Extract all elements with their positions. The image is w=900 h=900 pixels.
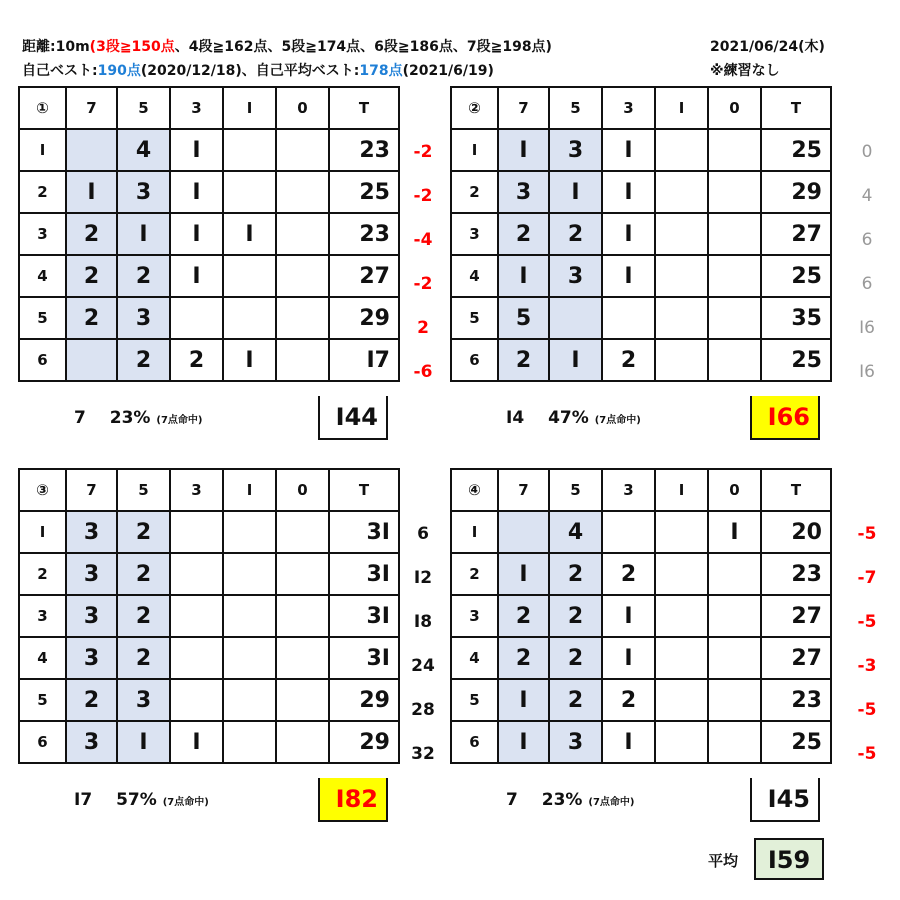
count-cell xyxy=(170,297,223,339)
count-cell: I xyxy=(498,721,549,763)
table-row xyxy=(19,511,399,553)
end-total: 29 xyxy=(329,721,399,763)
end-number: 6 xyxy=(451,721,498,763)
end-number: 2 xyxy=(451,171,498,213)
count-cell xyxy=(223,129,276,171)
table-header-row xyxy=(451,87,831,129)
count-cell: I xyxy=(170,721,223,763)
best-line xyxy=(22,60,494,80)
count-cell: 3 xyxy=(549,129,602,171)
count-cell: 2 xyxy=(602,339,655,381)
count-cell xyxy=(708,171,761,213)
hit-note: (7点命中) xyxy=(162,797,209,808)
column-header: I xyxy=(223,87,276,129)
score-table-4 xyxy=(450,468,832,764)
count-cell: 3 xyxy=(66,721,117,763)
side-note: -5 xyxy=(857,524,877,544)
table-row xyxy=(19,637,399,679)
count-cell: 2 xyxy=(117,595,170,637)
side-note: 32 xyxy=(411,744,435,764)
count-cell xyxy=(708,129,761,171)
count-cell: I xyxy=(498,679,549,721)
end-total: 25 xyxy=(761,255,831,297)
side-note: -2 xyxy=(413,142,433,162)
count-cell xyxy=(655,511,708,553)
end-number: 4 xyxy=(19,255,66,297)
count-cell: 2 xyxy=(66,213,117,255)
column-header: T xyxy=(761,87,831,129)
count-cell: I xyxy=(602,637,655,679)
count-cell xyxy=(655,679,708,721)
count-cell: I xyxy=(170,255,223,297)
count-cell: 2 xyxy=(117,339,170,381)
count-cell: 2 xyxy=(602,553,655,595)
count-cell xyxy=(708,255,761,297)
round-label: ④ xyxy=(451,469,498,511)
end-total: 3I xyxy=(329,595,399,637)
count-cell xyxy=(223,721,276,763)
count-cell: 2 xyxy=(549,595,602,637)
hit-percent: 47% xyxy=(542,408,595,428)
count-cell: 3 xyxy=(66,511,117,553)
count-cell: 4 xyxy=(549,511,602,553)
count-cell xyxy=(170,511,223,553)
hit-note: (7点命中) xyxy=(588,797,635,808)
round-total: I45 xyxy=(750,778,820,822)
column-header: 5 xyxy=(117,87,170,129)
hit-count: I4 xyxy=(506,408,525,428)
hit-percent: 57% xyxy=(110,790,163,810)
count-cell: I xyxy=(498,553,549,595)
average-value: I59 xyxy=(754,838,824,880)
count-cell: 4 xyxy=(117,129,170,171)
hit-note: (7点命中) xyxy=(594,415,641,426)
end-number: I xyxy=(451,129,498,171)
count-cell: 2 xyxy=(117,255,170,297)
count-cell xyxy=(708,339,761,381)
table-header-row xyxy=(451,469,831,511)
column-header: 7 xyxy=(66,87,117,129)
column-header: 7 xyxy=(498,469,549,511)
count-cell xyxy=(655,637,708,679)
count-cell: 2 xyxy=(66,255,117,297)
column-header: 0 xyxy=(708,87,761,129)
count-cell: 2 xyxy=(549,679,602,721)
end-total: 3I xyxy=(329,637,399,679)
column-header: 5 xyxy=(117,469,170,511)
column-header: 5 xyxy=(549,469,602,511)
end-number: 6 xyxy=(19,339,66,381)
hit-count: 7 xyxy=(506,790,518,810)
count-cell xyxy=(602,511,655,553)
count-cell xyxy=(66,129,117,171)
column-header: 5 xyxy=(549,87,602,129)
end-number: I xyxy=(451,511,498,553)
hit-summary xyxy=(74,408,202,428)
count-cell xyxy=(655,255,708,297)
column-header: T xyxy=(329,469,399,511)
count-cell xyxy=(66,339,117,381)
end-number: 6 xyxy=(451,339,498,381)
count-cell xyxy=(498,511,549,553)
round-label: ③ xyxy=(19,469,66,511)
end-number: 2 xyxy=(19,553,66,595)
side-note: 6 xyxy=(861,230,873,250)
count-cell: I xyxy=(170,129,223,171)
column-header: 3 xyxy=(170,87,223,129)
count-cell: 3 xyxy=(549,255,602,297)
count-cell xyxy=(276,637,329,679)
count-cell xyxy=(602,297,655,339)
count-cell: 2 xyxy=(117,553,170,595)
end-number: I xyxy=(19,511,66,553)
count-cell xyxy=(655,339,708,381)
count-cell: I xyxy=(170,171,223,213)
table-row xyxy=(19,595,399,637)
end-total: 23 xyxy=(329,213,399,255)
count-cell xyxy=(276,553,329,595)
round-total: I66 xyxy=(750,396,820,440)
end-total: 25 xyxy=(761,129,831,171)
end-total: 23 xyxy=(329,129,399,171)
count-cell: I xyxy=(498,255,549,297)
side-note: -2 xyxy=(413,186,433,206)
end-total: 23 xyxy=(761,679,831,721)
count-cell xyxy=(223,171,276,213)
side-note: 28 xyxy=(411,700,435,720)
column-header: 0 xyxy=(708,469,761,511)
end-total: 27 xyxy=(329,255,399,297)
count-cell xyxy=(655,213,708,255)
count-cell: I xyxy=(602,721,655,763)
count-cell: 2 xyxy=(602,679,655,721)
count-cell xyxy=(223,255,276,297)
table-header-row xyxy=(19,469,399,511)
table-row xyxy=(19,171,399,213)
count-cell xyxy=(276,297,329,339)
best-score: 190点 xyxy=(97,63,141,79)
count-cell xyxy=(170,595,223,637)
end-number: 3 xyxy=(451,595,498,637)
best-mid: (2020/12/18)、自己平均ベスト: xyxy=(140,63,360,79)
count-cell xyxy=(276,679,329,721)
end-number: 3 xyxy=(19,595,66,637)
hit-summary xyxy=(506,408,641,428)
count-cell xyxy=(223,297,276,339)
column-header: 0 xyxy=(276,469,329,511)
count-cell xyxy=(223,553,276,595)
hit-note: (7点命中) xyxy=(156,415,203,426)
round-label: ② xyxy=(451,87,498,129)
side-note: 6 xyxy=(417,524,429,544)
side-note: 4 xyxy=(861,186,873,206)
count-cell xyxy=(708,553,761,595)
end-total: 23 xyxy=(761,553,831,595)
side-note: -5 xyxy=(857,744,877,764)
count-cell xyxy=(276,213,329,255)
count-cell xyxy=(655,171,708,213)
count-cell: 2 xyxy=(549,213,602,255)
count-cell: I xyxy=(223,339,276,381)
table-row xyxy=(19,721,399,763)
count-cell: 3 xyxy=(498,171,549,213)
column-header: I xyxy=(655,469,708,511)
side-note: -2 xyxy=(413,274,433,294)
end-number: I xyxy=(19,129,66,171)
end-total: I7 xyxy=(329,339,399,381)
hit-summary xyxy=(506,790,634,810)
count-cell xyxy=(170,637,223,679)
count-cell: I xyxy=(117,721,170,763)
column-header: 0 xyxy=(276,87,329,129)
count-cell xyxy=(276,171,329,213)
count-cell: 2 xyxy=(549,553,602,595)
count-cell: 2 xyxy=(498,595,549,637)
hit-percent: 23% xyxy=(535,790,589,810)
table-row xyxy=(451,297,831,339)
end-number: 4 xyxy=(19,637,66,679)
side-note: -4 xyxy=(413,230,433,250)
count-cell: 2 xyxy=(117,637,170,679)
count-cell: 2 xyxy=(66,297,117,339)
count-cell: I xyxy=(117,213,170,255)
end-number: 5 xyxy=(451,297,498,339)
column-header: 3 xyxy=(602,87,655,129)
hit-percent: 23% xyxy=(103,408,157,428)
table-header-row xyxy=(19,87,399,129)
side-note: 6 xyxy=(861,274,873,294)
side-note: I8 xyxy=(413,612,433,632)
count-cell xyxy=(223,637,276,679)
rule-rest: 、4段≧162点、5段≧174点、6段≧186点、7段≧198点) xyxy=(174,39,552,55)
count-cell: I xyxy=(602,171,655,213)
count-cell: 3 xyxy=(117,679,170,721)
column-header: 7 xyxy=(66,469,117,511)
end-total: 25 xyxy=(329,171,399,213)
count-cell: I xyxy=(602,595,655,637)
column-header: T xyxy=(761,469,831,511)
count-cell xyxy=(655,595,708,637)
count-cell xyxy=(655,553,708,595)
end-number: 3 xyxy=(19,213,66,255)
count-cell xyxy=(708,721,761,763)
column-header: 3 xyxy=(602,469,655,511)
end-number: 4 xyxy=(451,637,498,679)
count-cell: 3 xyxy=(549,721,602,763)
best-avg-date: (2021/6/19) xyxy=(402,63,494,79)
table-row xyxy=(19,129,399,171)
end-total: 27 xyxy=(761,637,831,679)
side-note: 2 xyxy=(417,318,429,338)
end-number: 6 xyxy=(19,721,66,763)
end-number: 5 xyxy=(451,679,498,721)
count-cell: 3 xyxy=(117,171,170,213)
count-cell xyxy=(655,297,708,339)
count-cell: 2 xyxy=(66,679,117,721)
side-note: -3 xyxy=(857,656,877,676)
count-cell xyxy=(276,339,329,381)
count-cell xyxy=(708,595,761,637)
table-row xyxy=(451,171,831,213)
side-note: -7 xyxy=(857,568,877,588)
hit-count: 7 xyxy=(74,408,86,428)
count-cell xyxy=(708,213,761,255)
count-cell: 2 xyxy=(170,339,223,381)
round-label: ① xyxy=(19,87,66,129)
count-cell xyxy=(276,255,329,297)
count-cell xyxy=(708,679,761,721)
note-label: ※練習なし xyxy=(710,63,780,79)
side-note: I6 xyxy=(859,318,875,338)
count-cell: 3 xyxy=(66,553,117,595)
table-row xyxy=(451,213,831,255)
count-cell: 2 xyxy=(498,213,549,255)
table-row xyxy=(451,637,831,679)
count-cell xyxy=(708,297,761,339)
date-label: 2021/06/24(木) xyxy=(710,39,825,55)
end-total: 3I xyxy=(329,553,399,595)
end-number: 5 xyxy=(19,297,66,339)
count-cell: 2 xyxy=(549,637,602,679)
count-cell xyxy=(223,679,276,721)
side-note: I2 xyxy=(413,568,433,588)
end-total: 29 xyxy=(329,679,399,721)
count-cell xyxy=(276,595,329,637)
table-row xyxy=(19,255,399,297)
side-note: 0 xyxy=(861,142,873,162)
column-header: 3 xyxy=(170,469,223,511)
average-label: 平均 xyxy=(708,852,739,870)
count-cell: I xyxy=(66,171,117,213)
end-total: 20 xyxy=(761,511,831,553)
hit-summary xyxy=(74,790,209,810)
end-total: 25 xyxy=(761,721,831,763)
table-row xyxy=(451,511,831,553)
count-cell: I xyxy=(708,511,761,553)
distance-label: 距離:10m xyxy=(22,39,90,55)
count-cell: 3 xyxy=(66,637,117,679)
count-cell: I xyxy=(549,171,602,213)
count-cell: I xyxy=(602,255,655,297)
table-row xyxy=(451,129,831,171)
count-cell xyxy=(223,595,276,637)
end-number: 3 xyxy=(451,213,498,255)
round-total: I82 xyxy=(318,778,388,822)
hit-count: I7 xyxy=(74,790,93,810)
count-cell xyxy=(170,553,223,595)
count-cell: I xyxy=(549,339,602,381)
end-number: 2 xyxy=(451,553,498,595)
count-cell: 3 xyxy=(66,595,117,637)
table-row xyxy=(451,553,831,595)
rule-line xyxy=(22,36,552,56)
side-note: 24 xyxy=(411,656,435,676)
score-table-1 xyxy=(18,86,400,382)
best-prefix: 自己ベスト: xyxy=(22,63,98,79)
count-cell xyxy=(223,511,276,553)
column-header: 7 xyxy=(498,87,549,129)
count-cell xyxy=(276,721,329,763)
end-total: 29 xyxy=(329,297,399,339)
count-cell: 2 xyxy=(498,339,549,381)
side-note: -5 xyxy=(857,700,877,720)
count-cell xyxy=(276,511,329,553)
count-cell xyxy=(549,297,602,339)
score-table-2 xyxy=(450,86,832,382)
end-total: 27 xyxy=(761,213,831,255)
best-avg: 178点 xyxy=(359,63,403,79)
end-number: 2 xyxy=(19,171,66,213)
count-cell: I xyxy=(498,129,549,171)
count-cell xyxy=(655,129,708,171)
side-note: -5 xyxy=(857,612,877,632)
end-number: 4 xyxy=(451,255,498,297)
table-row xyxy=(451,679,831,721)
rule-open: ( xyxy=(89,39,97,55)
count-cell xyxy=(708,637,761,679)
count-cell: I xyxy=(223,213,276,255)
table-row xyxy=(19,297,399,339)
table-row xyxy=(19,213,399,255)
round-total: I44 xyxy=(318,396,388,440)
table-row xyxy=(451,721,831,763)
end-total: 35 xyxy=(761,297,831,339)
count-cell: 5 xyxy=(498,297,549,339)
table-row xyxy=(19,679,399,721)
count-cell: 2 xyxy=(498,637,549,679)
table-row xyxy=(19,553,399,595)
column-header: T xyxy=(329,87,399,129)
table-row xyxy=(451,255,831,297)
count-cell: I xyxy=(602,213,655,255)
end-total: 3I xyxy=(329,511,399,553)
count-cell: 2 xyxy=(117,511,170,553)
end-number: 5 xyxy=(19,679,66,721)
score-table-3 xyxy=(18,468,400,764)
column-header: I xyxy=(223,469,276,511)
column-header: I xyxy=(655,87,708,129)
end-total: 25 xyxy=(761,339,831,381)
side-note: I6 xyxy=(859,362,875,382)
count-cell xyxy=(170,679,223,721)
count-cell xyxy=(276,129,329,171)
count-cell: 3 xyxy=(117,297,170,339)
table-row xyxy=(19,339,399,381)
count-cell xyxy=(655,721,708,763)
count-cell: I xyxy=(170,213,223,255)
end-total: 27 xyxy=(761,595,831,637)
table-row xyxy=(451,595,831,637)
count-cell: I xyxy=(602,129,655,171)
side-note: -6 xyxy=(413,362,433,382)
table-row xyxy=(451,339,831,381)
rule-red: 3段≧150点 xyxy=(96,39,175,55)
end-total: 29 xyxy=(761,171,831,213)
